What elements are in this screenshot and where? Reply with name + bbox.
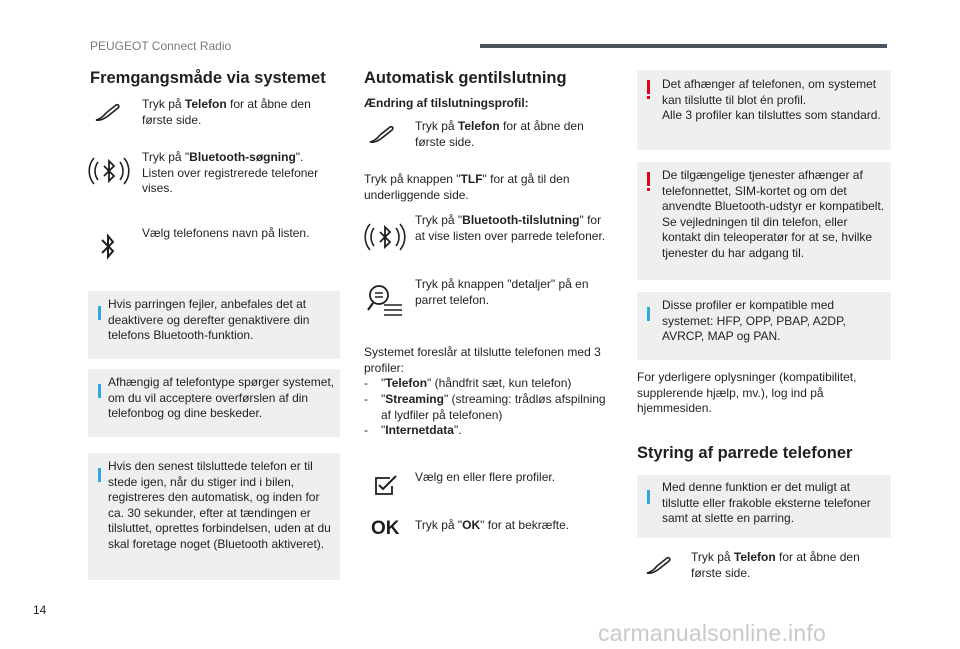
warning-marker xyxy=(647,80,650,99)
ok-icon: OK xyxy=(371,518,400,539)
warning-note-profile: Det afhænger af telefonen, om systemet kan tilslutte til blot én profil. Alle 3 profiler kan tilsluttes som standard. xyxy=(637,70,891,150)
pen-tap-icon xyxy=(645,556,673,576)
info-note-profiles: Disse profiler er kompatible med systemet: HFP, OPP, PBAP, A2DP, AVRCP, MAP og PAN. xyxy=(637,292,891,360)
info-marker xyxy=(647,302,650,321)
para-profiles: Systemet foreslår at tilslutte telefonen med 3 profiler: xyxy=(364,345,601,375)
step-bluetooth-connection: Tryk på "Bluetooth-tilslutning" for at vise listen over parrede telefoner. xyxy=(415,213,606,243)
para-tlf: Tryk på knappen "TLF" for at gå til den underliggende side. xyxy=(364,172,570,202)
list-item: "Streaming" (streaming: trådløs afspilning af lydfiler på telefonen) xyxy=(381,392,606,422)
bluetooth-search-icon xyxy=(90,152,128,190)
step-telefon: Tryk på Telefon for at åbne den første side. xyxy=(415,119,584,149)
list-dash: - xyxy=(364,376,368,390)
info-note-phonebook: Afhængig af telefontype spørger systemet, om du vil acceptere overførslen af din telefonbog og dine beskeder. xyxy=(88,369,340,437)
subtitle-profile: Ændring af tilslutningsprofil: xyxy=(364,96,529,110)
section-title-manage-phones: Styring af parrede telefoner xyxy=(637,444,853,462)
page-number: 14 xyxy=(33,603,47,617)
info-note-auto-reconnect: Hvis den senest tilsluttede telefon er til stede igen, når du stiger ind i bilen, registreres den automatisk, og inden for ca. 30 sekunder, efter at tændingen er tilsluttet, oprettes forbindelsen, uden at du skal foretage noget (Bluetooth aktiveret). xyxy=(88,453,340,580)
checkbox-icon xyxy=(374,474,398,496)
info-marker xyxy=(647,485,650,504)
warning-marker xyxy=(647,172,650,191)
list-item: "Internetdata". xyxy=(381,423,462,437)
magnifier-list-icon xyxy=(366,283,404,319)
running-header: PEUGEOT Connect Radio xyxy=(90,39,232,53)
list-dash: - xyxy=(364,392,368,406)
section-title-procedure: Fremgangsmåde via systemet xyxy=(90,69,326,87)
list-item: "Telefon" (håndfrit sæt, kun telefon) xyxy=(381,376,572,390)
section-title-auto-reconnect: Automatisk gentilslutning xyxy=(364,69,567,87)
watermark: carmanualsonline.info xyxy=(598,620,826,646)
step-telefon: Tryk på Telefon for at åbne den første side. xyxy=(691,550,860,580)
pen-tap-icon xyxy=(94,103,122,123)
step-bluetooth-search: Tryk på "Bluetooth-søgning". Listen over registrerede telefoner vises. xyxy=(142,150,319,195)
bluetooth-search-icon xyxy=(366,218,404,256)
info-marker xyxy=(98,301,101,320)
step-telefon: Tryk på Telefon for at åbne den første side. xyxy=(142,97,311,127)
warning-note-services: De tilgængelige tjenester afhænger af telefonnettet, SIM-kortet og om det anvendte Bluetooth-udstyr er kompatibelt. Se vejledningen til din telefon, eller kontakt din teleoperatør for at se, hvilke tjenester du har adgang til. xyxy=(637,162,891,280)
info-marker xyxy=(98,463,101,482)
info-marker xyxy=(98,379,101,398)
para-more-info: For yderligere oplysninger (kompatibilitet, supplerende hjælp, mv.), log ind på hjemmesiden. xyxy=(637,370,857,415)
info-note-pairing: Hvis parringen fejler, anbefales det at deaktivere og derefter genaktivere din telefons Bluetooth-funktion. xyxy=(88,291,340,359)
step-select-phone: Vælg telefonens navn på listen. xyxy=(142,226,310,240)
bluetooth-icon xyxy=(98,232,118,262)
pen-tap-icon xyxy=(368,125,396,145)
step-details: Tryk på knappen "detaljer" på en parret telefon. xyxy=(415,277,589,307)
info-note-manage: Med denne funktion er det muligt at tilslutte eller frakoble eksterne telefoner samt at slette en parring. xyxy=(637,475,891,538)
list-dash: - xyxy=(364,423,368,437)
step-confirm: Tryk på "OK" for at bekræfte. xyxy=(415,518,570,532)
header-bar xyxy=(480,44,887,48)
step-select-profiles: Vælg en eller flere profiler. xyxy=(415,470,556,484)
